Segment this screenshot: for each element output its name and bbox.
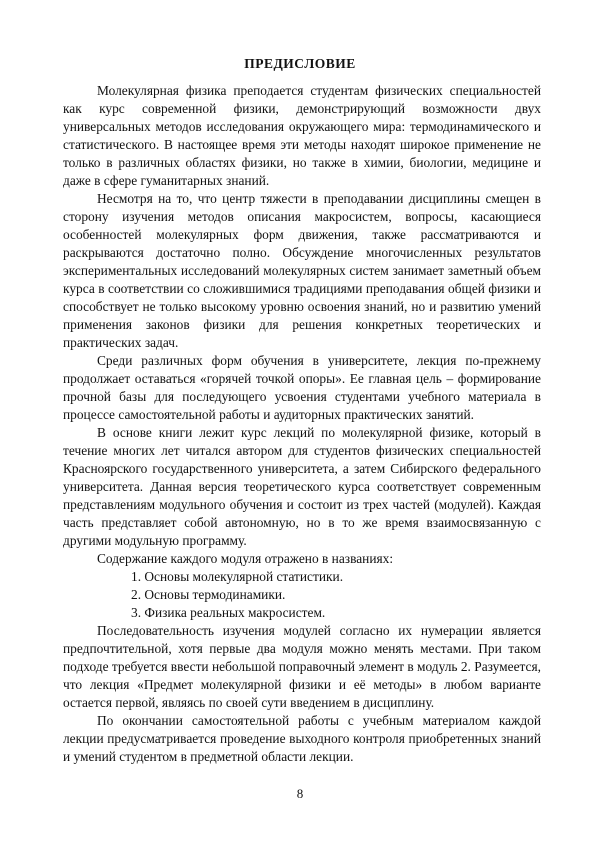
module-list: [63, 568, 541, 622]
paragraph-intro: Молекулярная физика преподается студентам физических специальностей как курс современной физики, демонстрирующий возможности двух универсальных методов исследования окружающего мира: термодинамического и статистического. В настоящее время эти методы находят широкое применение не только в различных областях физики, но также в химии, биологии, медицине и даже в сфере гуманитарных знаний.: [63, 83, 541, 188]
paragraph-book-basis: В основе книги лежит курс лекций по молекулярной физике, который в течение многих лет читался автором для студентов физических специальностей Красноярского государственного университета, а затем Сибирского федерального университета. Данная версия теоретического курса соответствует современным представлениям модульного обучения и состоит из трех частей (модулей). Каждая часть представляет собой автономную, но в то же время взаимосвязанную с другими модульную программу.: [63, 425, 541, 548]
paragraph-lecture: Среди различных форм обучения в университете, лекция по-прежнему продолжает оставаться «горячей точкой опоры». Ее главная цель – формирование прочной базы для последующего усвоения студентами учебного материала в процессе самостоятельной работы и аудиторных практических занятий.: [63, 353, 541, 422]
paragraph-sequence: Последовательность изучения модулей согласно их нумерации является предпочтительной, хотя первые два модуля можно менять местами. При таком подходе требуется ввести небольшой поправочный элемент в модуль 2. Разумеется, что лекция «Предмет молекулярной физики и её методы» в любом варианте остается первой, являясь по своей сути введением в дисциплину.: [63, 623, 541, 710]
paragraph-modules-intro: Содержание каждого модуля отражено в названиях:: [97, 551, 394, 566]
module-item: 2. Основы термодинамики.: [131, 587, 286, 602]
page-number: 8: [296, 786, 304, 801]
page-title: ПРЕДИСЛОВИЕ: [244, 56, 356, 71]
module-item: 1. Основы молекулярной статистики.: [131, 569, 344, 584]
module-item: 3. Физика реальных макросистем.: [131, 605, 326, 620]
document-body: [63, 82, 541, 766]
paragraph-focus: Несмотря на то, что центр тяжести в преподавании дисциплины смещен в сторону изучения методов описания макросистем, вопросы, касающиеся особенностей молекулярных форм движения, также рассматриваются и раскрываются достаточно полно. Обсуждение многочисленных результатов экспериментальных исследований молекулярных систем занимает заметный объем курса в соответствии со сложившимися традициями преподавания общей физики и способствует не только высокому уровню освоения знаний, но и развитию умений применения законов физики для решения конкретных теоретических и практических задач.: [63, 191, 541, 350]
paragraph-control: По окончании самостоятельной работы с учебным материалом каждой лекции предусматривается проведение выходного контроля приобретенных знаний и умений студентом в предметной области лекции.: [63, 713, 541, 764]
